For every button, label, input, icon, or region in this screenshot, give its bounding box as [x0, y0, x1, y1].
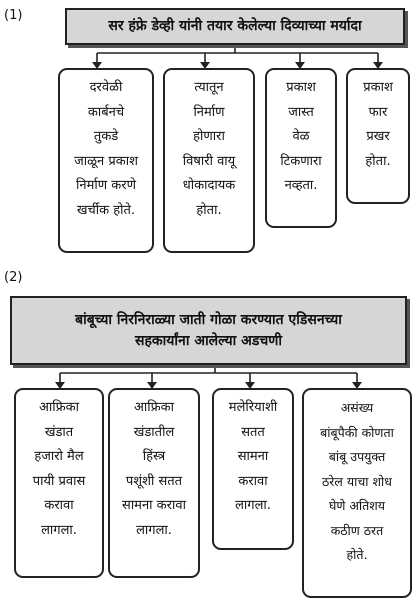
section-1-title-box — [65, 8, 405, 45]
card-text-line: होणारा — [193, 129, 225, 144]
card-text-line: खंडात — [44, 424, 74, 440]
section-2-title-line-2: सहकार्यांना आलेल्या अडचणी — [135, 332, 282, 349]
card-text-line: बांबूपैकी कोणता — [320, 424, 394, 440]
section-1-title: सर हंफ्रे डेव्ही यांनी तयार केलेल्या दिव्याच्या मर्यादा — [108, 18, 362, 35]
card-text-line: सामना करावा — [122, 498, 186, 513]
card-text-line: सतत — [241, 424, 265, 440]
section-1-card-1 — [58, 68, 154, 253]
card-text-line: प्रखर — [366, 129, 390, 144]
card-text-line: करावा — [44, 498, 74, 513]
section-1-card-4 — [346, 68, 410, 204]
card-text-line: करावा — [238, 473, 268, 489]
card-text-line: त्यातून — [194, 80, 224, 95]
card-text-line: बांबू उपयुक्त — [328, 449, 386, 464]
section-1-card-3 — [265, 68, 337, 228]
card-text-line: जाळून प्रकाश — [74, 153, 138, 169]
card-text-line: धोकादायक — [182, 178, 236, 193]
section-1-number: (1) — [4, 8, 23, 23]
section-1-card-2 — [163, 68, 255, 253]
card-text-line: नव्हता. — [284, 178, 318, 193]
section-2-card-4 — [302, 388, 412, 598]
card-text-line: कठीण ठरत — [330, 522, 384, 538]
section-2-card-2 — [108, 388, 200, 578]
card-text-line: आफ्रिका — [133, 400, 175, 415]
card-text-line: टिकणारा — [280, 153, 322, 169]
section-2-title-line-1: बांबूच्या निरनिराळ्या जाती गोळा करण्यात एडिसनच्या — [75, 312, 342, 329]
card-text-line: घेणे अतिशय — [328, 498, 386, 513]
card-text-line: मलेरियाशी — [228, 400, 278, 415]
card-text-line: होता. — [365, 153, 391, 169]
card-text-line: लागला. — [235, 498, 271, 513]
card-text-line: फार — [368, 104, 388, 120]
section-2-card-3 — [212, 388, 294, 550]
card-text-line: पशूंशी सतत — [125, 473, 183, 489]
card-text-line: खर्चीक होते. — [76, 202, 136, 218]
card-text-line: जास्त — [288, 104, 314, 120]
section-2-card-1 — [14, 388, 104, 578]
card-text-line: आफ्रिका — [38, 400, 80, 415]
card-text-line: प्रकाश — [286, 80, 316, 95]
card-text-line: ठरेल याचा शोध — [322, 473, 392, 489]
card-text-line: असंख्य — [340, 400, 374, 415]
card-text-line: हजारो मैल — [34, 449, 84, 464]
card-text-line: प्रकाश — [363, 80, 393, 95]
card-text-line: सामना — [237, 449, 269, 464]
card-text-line: खंडातील — [133, 424, 175, 440]
card-text-line: होते. — [346, 547, 368, 562]
section-2-title-box — [10, 296, 407, 365]
card-text-line: वेळ — [292, 129, 310, 144]
section-2-number: (2) — [4, 270, 23, 285]
card-text-line: विषारी वायू — [182, 153, 236, 169]
card-text-line: हिंस्त्र — [142, 449, 166, 464]
card-text-line: निर्माण करणे — [76, 178, 136, 193]
card-text-line: लागला. — [41, 522, 77, 538]
card-text-line: कार्बनचे — [87, 104, 125, 120]
card-text-line: पायी प्रवास — [32, 473, 86, 489]
card-text-line: लागला. — [136, 522, 172, 538]
card-text-line: तुकडे — [93, 129, 119, 144]
card-text-line: दरवेळी — [89, 80, 123, 95]
card-text-line: निर्माण — [193, 104, 225, 120]
card-text-line: होता. — [196, 202, 222, 218]
